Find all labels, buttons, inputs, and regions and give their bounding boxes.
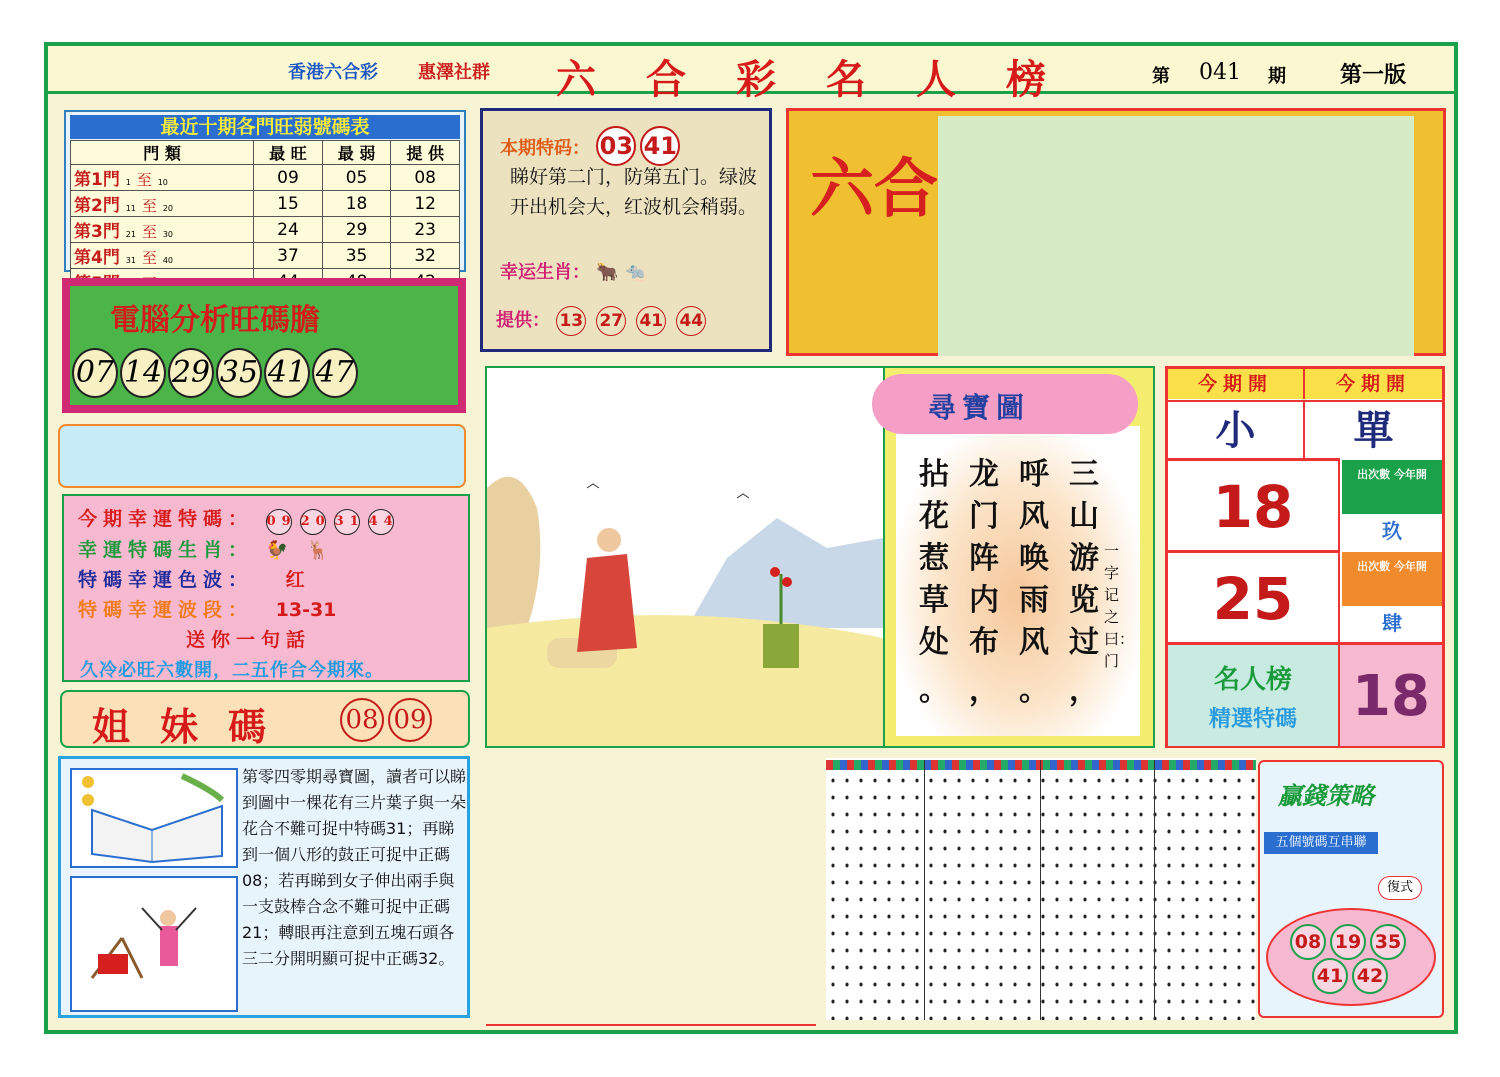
- number-ball: 44: [676, 306, 706, 336]
- strategy-tag: 五個號碼互串聯: [1264, 832, 1378, 854]
- chart-divider: [1040, 760, 1041, 1020]
- number-ball: 03: [596, 126, 636, 166]
- provide-cell: 12: [391, 191, 460, 217]
- lucky-zodiac-label: 幸運特碼生肖：: [78, 539, 254, 561]
- number-ball: 29: [168, 348, 214, 398]
- number-ball: 31: [334, 509, 360, 535]
- door-cell: 第2門 11 至 20: [71, 191, 254, 217]
- cold-cell: 05: [322, 165, 391, 191]
- number-ball: 19: [1330, 924, 1366, 960]
- sister-numbers: [340, 698, 436, 742]
- number-ball: 08: [1290, 924, 1326, 960]
- cold-cell: 29: [322, 217, 391, 243]
- computer-numbers: [72, 348, 360, 398]
- page-title: 六合彩名人榜: [556, 56, 1096, 103]
- famous-label: 名人榜: [1213, 665, 1292, 695]
- issue-prefix: 第: [1152, 66, 1170, 87]
- number-ball: 41: [636, 306, 666, 336]
- number-ball: 41: [264, 348, 310, 398]
- number-ball: 35: [1370, 924, 1406, 960]
- hot-cell: 09: [254, 165, 323, 191]
- result-number: 25: [1168, 550, 1340, 642]
- strategy-title: 贏錢策略: [1278, 782, 1374, 810]
- hot-cell: 24: [254, 217, 323, 243]
- lucky-range-row: [78, 595, 336, 622]
- door-cell: 第3門 21 至 30: [71, 217, 254, 243]
- special-code-text: 睇好第二门，防第五门。绿波开出机会大，红波机会稍弱。: [510, 166, 758, 218]
- number-ball: 41: [1312, 958, 1348, 994]
- count-value: 肆: [1382, 611, 1402, 635]
- poem-punctuation: 。: [1019, 673, 1049, 708]
- poem-column: 龙门阵内布: [969, 457, 999, 660]
- famous-number: 18: [1340, 642, 1442, 746]
- trend-dots: [826, 772, 1256, 1020]
- table-header-row: [71, 141, 460, 165]
- deer-icon: 🦌: [306, 540, 336, 561]
- sister-title: 姐妹碼: [92, 705, 297, 749]
- poem-punctuation: ，: [969, 673, 999, 708]
- computer-analysis-title: 電腦分析旺碼膽: [110, 303, 320, 338]
- poem-column: 拈花惹草处: [919, 457, 949, 660]
- provide-cell: 32: [391, 243, 460, 269]
- header-left-label: 香港六合彩: [288, 62, 378, 83]
- chart-divider: [924, 760, 925, 1020]
- strategy-type: 復式: [1378, 876, 1422, 900]
- special-zodiac-row: [500, 258, 647, 284]
- number-ball: 44: [368, 509, 394, 535]
- poem-punctuation: 。: [919, 673, 949, 708]
- result-parity: 單: [1305, 400, 1442, 458]
- lucky-color-row: [78, 565, 311, 592]
- number-ball: 27: [596, 306, 626, 336]
- lucky-special-label: 今期幸運特碼：: [78, 508, 254, 530]
- door-cell: 第1門 1 至 10: [71, 165, 254, 191]
- count-header: 出次數 今年開: [1342, 460, 1442, 514]
- door-cell: 第4門 31 至 40: [71, 243, 254, 269]
- table-row: [71, 165, 460, 191]
- number-ball: 08: [340, 698, 384, 742]
- number-ball: 35: [216, 348, 262, 398]
- result-header: 今期開: [1305, 369, 1442, 399]
- poem-column: 呼风唤雨风: [1019, 457, 1049, 660]
- table-row: [71, 191, 460, 217]
- scholar-scene-illustration: [485, 366, 885, 748]
- number-ball: 47: [312, 348, 358, 398]
- number-ball: 09: [266, 509, 292, 535]
- art-lettering: 六合: [810, 152, 938, 227]
- special-provide-label: 提供：: [496, 310, 550, 331]
- chart-divider: [1154, 760, 1155, 1020]
- table-row: [71, 243, 460, 269]
- poem-punctuation: ，: [1069, 673, 1099, 708]
- strategy-numbers-row2: [1312, 958, 1392, 994]
- poem-column: 三山游览过: [1069, 457, 1099, 660]
- special-code-label: 本期特码：: [500, 138, 590, 159]
- lucky-range-value: 13-31: [275, 599, 337, 621]
- rooster-icon: 🐓: [265, 540, 295, 561]
- hot-cell: 37: [254, 243, 323, 269]
- header-cell: 提 供: [391, 141, 460, 165]
- number-ball: 07: [72, 348, 118, 398]
- number-ball: 09: [388, 698, 432, 742]
- issue-suffix: 期: [1268, 66, 1286, 87]
- count-header: 出次數 今年開: [1342, 552, 1442, 606]
- cold-cell: 18: [322, 191, 391, 217]
- header-community-label: 惠澤社群: [418, 62, 490, 83]
- provide-cell: 08: [391, 165, 460, 191]
- treasure-map-title: 尋寶圖: [928, 391, 1031, 424]
- issue-number: 041: [1199, 60, 1241, 85]
- cold-cell: 35: [322, 243, 391, 269]
- ox-icon: 🐂: [596, 262, 619, 283]
- number-ball: 13: [556, 306, 586, 336]
- lucky-color-label: 特碼幸運色波：: [78, 569, 254, 591]
- poem-hint: 一字记之曰：门: [1104, 542, 1135, 670]
- lucky-special-row: [78, 504, 402, 535]
- famous-cell: [1168, 642, 1340, 746]
- result-number: 18: [1168, 458, 1340, 550]
- trend-chart-header: [826, 760, 1256, 770]
- book-illustration: [70, 768, 238, 868]
- special-code-row: [500, 126, 684, 166]
- result-header: 今期開: [1168, 369, 1305, 399]
- blank-banner: [58, 424, 466, 488]
- lucky-saying: 久冷必旺六數開，二五作合今期來。: [80, 660, 384, 681]
- lucky-color-value: 红: [285, 569, 311, 591]
- header-cell: 最 旺: [254, 141, 323, 165]
- blank-green-panel: [938, 116, 1414, 356]
- special-zodiac-label: 幸运生肖：: [500, 262, 590, 283]
- edition-label: 第一版: [1340, 63, 1407, 88]
- header-cell: 門 類: [71, 141, 254, 165]
- divider-line: [486, 1024, 816, 1026]
- strategy-numbers-row1: [1290, 924, 1410, 960]
- famous-sub-label: 精選特碼: [1208, 707, 1297, 732]
- lucky-saying-title: 送你一句話: [186, 629, 312, 651]
- ten-period-table: [70, 140, 460, 295]
- number-ball: 42: [1352, 958, 1388, 994]
- hot-cell: 15: [254, 191, 323, 217]
- header-cell: 最 弱: [322, 141, 391, 165]
- count-value: 玖: [1382, 519, 1402, 543]
- special-provide-row: [496, 306, 716, 336]
- table-row: [71, 217, 460, 243]
- number-ball: 14: [120, 348, 166, 398]
- ten-period-title: 最近十期各門旺弱號碼表: [70, 115, 460, 139]
- explanation-text: 第零四零期尋寶圖，讀者可以睇到圖中一棵花有三片葉子與一朵花合不難可捉中特碼31；再睇到一個八形的鼓正可捉中正碼08；若再睇到女子伸出兩手與一支鼓棒合念不難可捉中正碼21；轉眼再注意到五塊石頭各三二分開明顯可捉中正碼32。: [242, 767, 467, 968]
- result-size: 小: [1168, 400, 1305, 458]
- provide-cell: 23: [391, 217, 460, 243]
- number-ball: 20: [300, 509, 326, 535]
- rat-icon: 🐀: [624, 262, 648, 283]
- drum-illustration: [70, 876, 238, 1012]
- lucky-range-label: 特碼幸運波段：: [78, 599, 254, 621]
- lucky-zodiac-row: [78, 535, 335, 562]
- number-ball: 41: [640, 126, 680, 166]
